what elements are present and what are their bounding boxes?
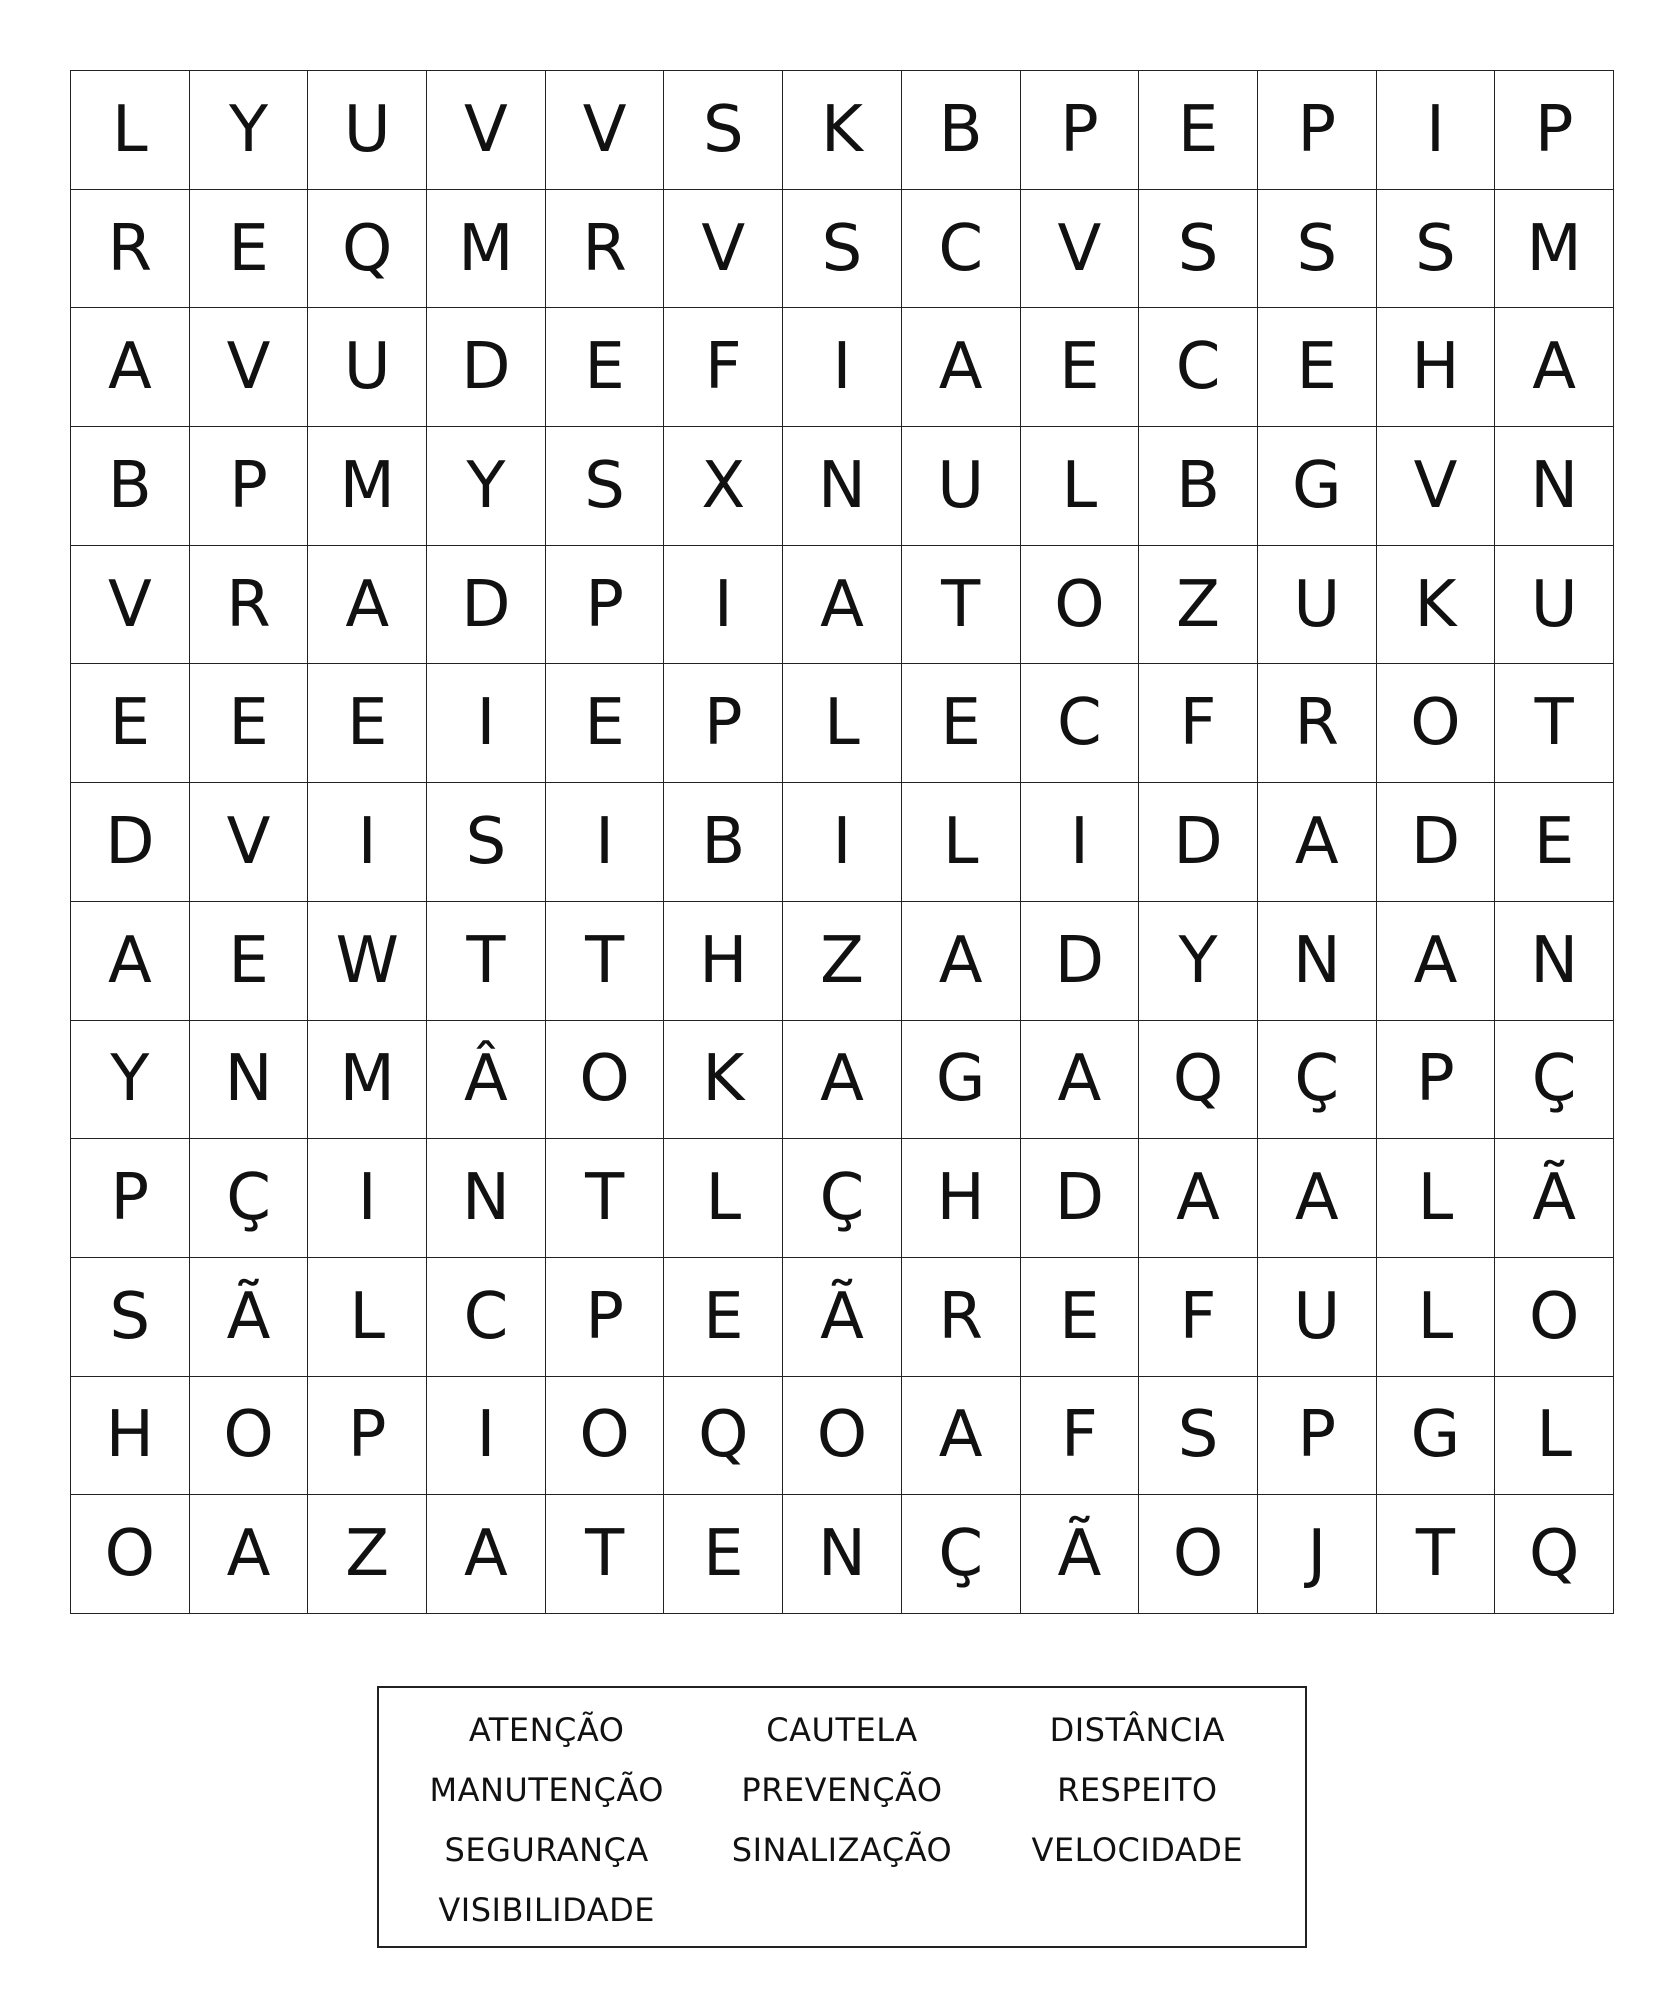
grid-cell[interactable]: D [1021, 1139, 1140, 1258]
grid-cell[interactable]: H [902, 1139, 1021, 1258]
grid-cell[interactable]: C [902, 190, 1021, 309]
grid-cell[interactable]: N [1258, 902, 1377, 1021]
grid-cell[interactable]: E [1021, 1258, 1140, 1377]
word-item: RESPEITO [1057, 1771, 1218, 1809]
grid-cell[interactable]: E [308, 664, 427, 783]
grid-cell[interactable]: C [1139, 308, 1258, 427]
grid-cell[interactable]: D [1139, 783, 1258, 902]
grid-cell[interactable]: E [1258, 308, 1377, 427]
grid-cell[interactable]: Q [1139, 1021, 1258, 1140]
grid-cell[interactable]: X [664, 427, 783, 546]
grid-cell[interactable]: O [783, 1377, 902, 1496]
grid-cell[interactable]: A [1258, 783, 1377, 902]
grid-cell[interactable]: B [1139, 427, 1258, 546]
grid-cell[interactable]: T [546, 1139, 665, 1258]
grid-cell[interactable]: V [71, 546, 190, 665]
grid-cell[interactable]: F [1139, 664, 1258, 783]
grid-cell[interactable]: A [308, 546, 427, 665]
grid-cell[interactable]: E [902, 664, 1021, 783]
grid-cell[interactable]: Â [427, 1021, 546, 1140]
grid-cell[interactable]: E [190, 190, 309, 309]
grid-cell[interactable]: E [546, 308, 665, 427]
grid-cell[interactable]: C [427, 1258, 546, 1377]
grid-cell[interactable]: G [1258, 427, 1377, 546]
grid-cell[interactable]: O [1495, 1258, 1614, 1377]
grid-cell[interactable]: R [1258, 664, 1377, 783]
grid-cell[interactable]: U [902, 427, 1021, 546]
grid-cell[interactable]: F [1021, 1377, 1140, 1496]
grid-cell[interactable]: I [427, 1377, 546, 1496]
grid-cell[interactable]: I [546, 783, 665, 902]
grid-cell[interactable]: Y [1139, 902, 1258, 1021]
grid-cell[interactable]: T [1495, 664, 1614, 783]
grid-cell[interactable]: B [664, 783, 783, 902]
word-item: PREVENÇÃO [741, 1771, 943, 1809]
grid-cell[interactable]: S [1139, 190, 1258, 309]
grid-cell[interactable]: E [1495, 783, 1614, 902]
grid-cell[interactable]: A [1139, 1139, 1258, 1258]
grid-cell[interactable]: S [1377, 190, 1496, 309]
grid-cell[interactable]: J [1258, 1495, 1377, 1614]
grid-cell[interactable]: S [427, 783, 546, 902]
grid-cell[interactable]: P [308, 1377, 427, 1496]
grid-cell[interactable]: Z [1139, 546, 1258, 665]
grid-cell[interactable]: B [71, 427, 190, 546]
grid-cell[interactable]: O [190, 1377, 309, 1496]
grid-cell[interactable]: U [1258, 546, 1377, 665]
grid-cell[interactable]: P [1258, 1377, 1377, 1496]
grid-cell[interactable]: D [427, 308, 546, 427]
grid-cell[interactable]: N [783, 427, 902, 546]
grid-cell[interactable]: A [1021, 1021, 1140, 1140]
grid-cell[interactable]: V [190, 783, 309, 902]
grid-cell[interactable]: A [902, 1377, 1021, 1496]
grid-cell[interactable]: D [427, 546, 546, 665]
grid-cell[interactable]: R [71, 190, 190, 309]
grid-cell[interactable]: R [902, 1258, 1021, 1377]
grid-cell[interactable]: V [427, 71, 546, 190]
grid-cell[interactable]: G [1377, 1377, 1496, 1496]
grid-cell[interactable]: S [1258, 190, 1377, 309]
grid-cell[interactable]: O [1377, 664, 1496, 783]
grid-cell[interactable]: P [1021, 71, 1140, 190]
grid-cell[interactable]: L [1377, 1139, 1496, 1258]
grid-cell[interactable]: T [546, 1495, 665, 1614]
grid-cell[interactable]: I [783, 308, 902, 427]
grid-cell[interactable]: S [1139, 1377, 1258, 1496]
grid-cell[interactable]: I [308, 783, 427, 902]
grid-cell[interactable]: Y [190, 71, 309, 190]
grid-cell[interactable]: O [1021, 546, 1140, 665]
grid-cell[interactable]: O [1139, 1495, 1258, 1614]
grid-cell[interactable]: Q [308, 190, 427, 309]
grid-cell[interactable]: S [783, 190, 902, 309]
grid-cell[interactable]: P [1258, 71, 1377, 190]
grid-cell[interactable]: D [1377, 783, 1496, 902]
grid-cell[interactable]: I [427, 664, 546, 783]
grid-cell[interactable]: Ç [190, 1139, 309, 1258]
grid-cell[interactable]: R [190, 546, 309, 665]
grid-cell[interactable]: N [427, 1139, 546, 1258]
grid-cell[interactable]: M [308, 427, 427, 546]
grid-cell[interactable]: Y [427, 427, 546, 546]
grid-cell[interactable]: Q [1495, 1495, 1614, 1614]
grid-cell[interactable]: E [1021, 308, 1140, 427]
grid-cell[interactable]: L [1495, 1377, 1614, 1496]
grid-cell[interactable]: O [546, 1021, 665, 1140]
grid-cell[interactable]: G [902, 1021, 1021, 1140]
grid-cell[interactable]: E [190, 902, 309, 1021]
grid-cell[interactable]: P [71, 1139, 190, 1258]
grid-cell[interactable]: A [902, 308, 1021, 427]
grid-cell[interactable]: D [71, 783, 190, 902]
grid-cell[interactable]: T [427, 902, 546, 1021]
grid-cell[interactable]: O [71, 1495, 190, 1614]
grid-cell[interactable]: I [1021, 783, 1140, 902]
word-column-1 [399, 1700, 694, 1940]
grid-cell[interactable]: A [190, 1495, 309, 1614]
grid-cell[interactable]: H [71, 1377, 190, 1496]
word-item: SINALIZAÇÃO [731, 1831, 953, 1869]
grid-cell[interactable]: T [902, 546, 1021, 665]
grid-cell[interactable]: Ã [190, 1258, 309, 1377]
grid-cell[interactable]: Ç [902, 1495, 1021, 1614]
grid-cell[interactable]: L [71, 71, 190, 190]
grid-cell[interactable]: P [190, 427, 309, 546]
grid-cell[interactable]: A [902, 902, 1021, 1021]
grid-cell[interactable]: A [1495, 308, 1614, 427]
grid-cell[interactable]: N [783, 1495, 902, 1614]
grid-cell[interactable]: W [308, 902, 427, 1021]
grid-cell[interactable]: L [308, 1258, 427, 1377]
grid-cell[interactable]: Ç [783, 1139, 902, 1258]
grid-cell[interactable]: P [546, 546, 665, 665]
grid-cell[interactable]: E [71, 664, 190, 783]
grid-cell[interactable]: Q [664, 1377, 783, 1496]
grid-cell[interactable]: I [308, 1139, 427, 1258]
grid-cell[interactable]: Z [308, 1495, 427, 1614]
grid-cell[interactable]: M [427, 190, 546, 309]
grid-cell[interactable]: S [546, 427, 665, 546]
grid-cell[interactable]: V [190, 308, 309, 427]
grid-cell[interactable]: O [546, 1377, 665, 1496]
word-column-2 [694, 1700, 989, 1940]
grid-cell[interactable]: E [546, 664, 665, 783]
grid-cell[interactable]: H [1377, 308, 1496, 427]
grid-cell[interactable]: L [902, 783, 1021, 902]
grid-cell[interactable]: Z [783, 902, 902, 1021]
grid-cell[interactable]: S [664, 71, 783, 190]
grid-cell[interactable]: M [308, 1021, 427, 1140]
grid-cell[interactable]: U [308, 71, 427, 190]
grid-cell[interactable]: P [546, 1258, 665, 1377]
grid-cell[interactable]: A [71, 902, 190, 1021]
grid-cell[interactable]: Ã [1021, 1495, 1140, 1614]
grid-cell[interactable]: A [71, 308, 190, 427]
grid-cell[interactable]: S [71, 1258, 190, 1377]
grid-cell[interactable]: K [664, 1021, 783, 1140]
grid-cell[interactable]: U [308, 308, 427, 427]
grid-cell[interactable]: L [783, 664, 902, 783]
word-item: MANUTENÇÃO [429, 1771, 664, 1809]
grid-cell[interactable]: V [546, 71, 665, 190]
grid-cell[interactable]: Y [71, 1021, 190, 1140]
grid-cell[interactable]: A [1258, 1139, 1377, 1258]
grid-cell[interactable]: U [1258, 1258, 1377, 1377]
grid-cell[interactable]: T [546, 902, 665, 1021]
grid-cell[interactable]: A [427, 1495, 546, 1614]
grid-cell[interactable]: M [1495, 190, 1614, 309]
grid-cell[interactable]: A [783, 1021, 902, 1140]
grid-cell[interactable]: F [664, 308, 783, 427]
grid-cell[interactable]: P [1495, 71, 1614, 190]
grid-cell[interactable]: E [190, 664, 309, 783]
grid-cell[interactable]: R [546, 190, 665, 309]
grid-cell[interactable]: D [1021, 902, 1140, 1021]
grid-cell[interactable]: A [1377, 902, 1496, 1021]
grid-cell[interactable]: Ç [1258, 1021, 1377, 1140]
grid-cell[interactable]: Ã [1495, 1139, 1614, 1258]
grid-cell[interactable]: I [783, 783, 902, 902]
grid-cell[interactable]: U [1495, 546, 1614, 665]
grid-cell[interactable]: K [783, 71, 902, 190]
word-item: DISTÂNCIA [1049, 1711, 1226, 1749]
grid-cell[interactable]: F [1139, 1258, 1258, 1377]
grid-cell[interactable]: E [1139, 71, 1258, 190]
word-item: SEGURANÇA [444, 1831, 649, 1869]
word-column-3 [990, 1700, 1285, 1940]
grid-cell[interactable]: H [664, 902, 783, 1021]
grid-cell[interactable]: L [1021, 427, 1140, 546]
grid-cell[interactable]: L [664, 1139, 783, 1258]
grid-cell[interactable]: I [1377, 71, 1496, 190]
word-item: VISIBILIDADE [438, 1891, 655, 1929]
grid-cell[interactable]: B [902, 71, 1021, 190]
grid-cell[interactable]: P [664, 664, 783, 783]
word-item: ATENÇÃO [468, 1711, 625, 1749]
grid-cell[interactable]: P [1377, 1021, 1496, 1140]
grid-cell[interactable]: N [190, 1021, 309, 1140]
grid-cell[interactable]: C [1021, 664, 1140, 783]
grid-cell[interactable]: E [664, 1495, 783, 1614]
grid-cell[interactable]: V [664, 190, 783, 309]
grid-cell[interactable]: V [1021, 190, 1140, 309]
grid-cell[interactable]: T [1377, 1495, 1496, 1614]
word-item: CAUTELA [766, 1711, 918, 1749]
grid-cell[interactable]: K [1377, 546, 1496, 665]
grid-cell[interactable]: Ã [783, 1258, 902, 1377]
word-list [377, 1686, 1307, 1948]
grid-cell[interactable]: E [664, 1258, 783, 1377]
grid-cell[interactable]: V [1377, 427, 1496, 546]
letter-grid [70, 70, 1614, 1614]
grid-cell[interactable]: N [1495, 427, 1614, 546]
grid-cell[interactable]: L [1377, 1258, 1496, 1377]
grid-cell[interactable]: Ç [1495, 1021, 1614, 1140]
grid-cell[interactable]: I [664, 546, 783, 665]
grid-cell[interactable]: A [783, 546, 902, 665]
word-item: VELOCIDADE [1031, 1831, 1244, 1869]
grid-cell[interactable]: N [1495, 902, 1614, 1021]
